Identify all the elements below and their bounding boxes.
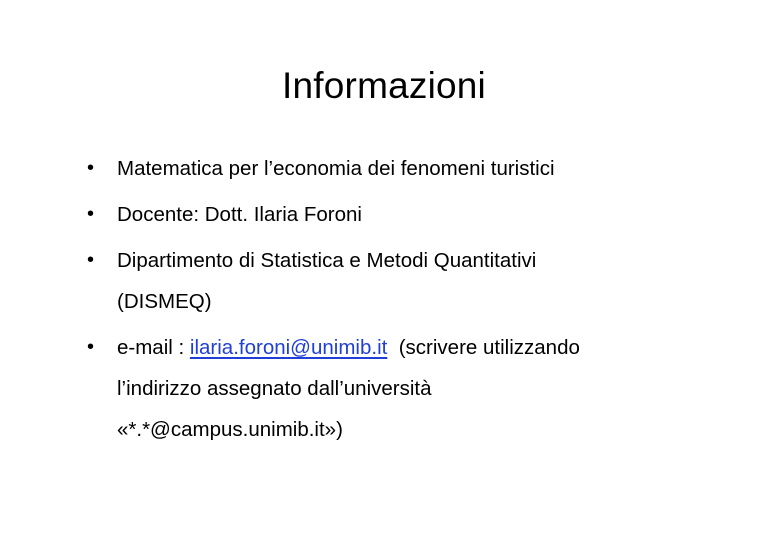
bullet-icon: •	[87, 249, 95, 271]
bullet-icon: •	[87, 203, 95, 225]
email-note: (scrivere utilizzando	[387, 336, 580, 359]
department-acronym: (DISMEQ)	[117, 290, 212, 313]
bullet-icon: •	[87, 336, 95, 358]
bullet-email	[84, 327, 724, 450]
bullet-teacher	[84, 194, 724, 235]
department-name: Dipartimento di Statistica e Metodi Quantitativi	[117, 249, 537, 272]
teacher-name: Docente: Dott. Ilaria Foroni	[117, 203, 362, 226]
email-note-line3: «*.*@campus.unimib.it»)	[117, 418, 343, 441]
email-link[interactable]: ilaria.foroni@unimib.it	[189, 336, 388, 359]
bullet-list	[84, 148, 724, 455]
bullet-department	[84, 240, 724, 322]
bullet-icon: •	[87, 157, 95, 179]
email-prefix: e-mail :	[117, 336, 190, 359]
course-name: Matematica per l’economia dei fenomeni turistici	[117, 157, 555, 180]
email-note-line2: l’indirizzo assegnato dall’università	[117, 377, 432, 400]
bullet-course	[84, 148, 724, 189]
slide-title: Informazioni	[282, 65, 486, 106]
